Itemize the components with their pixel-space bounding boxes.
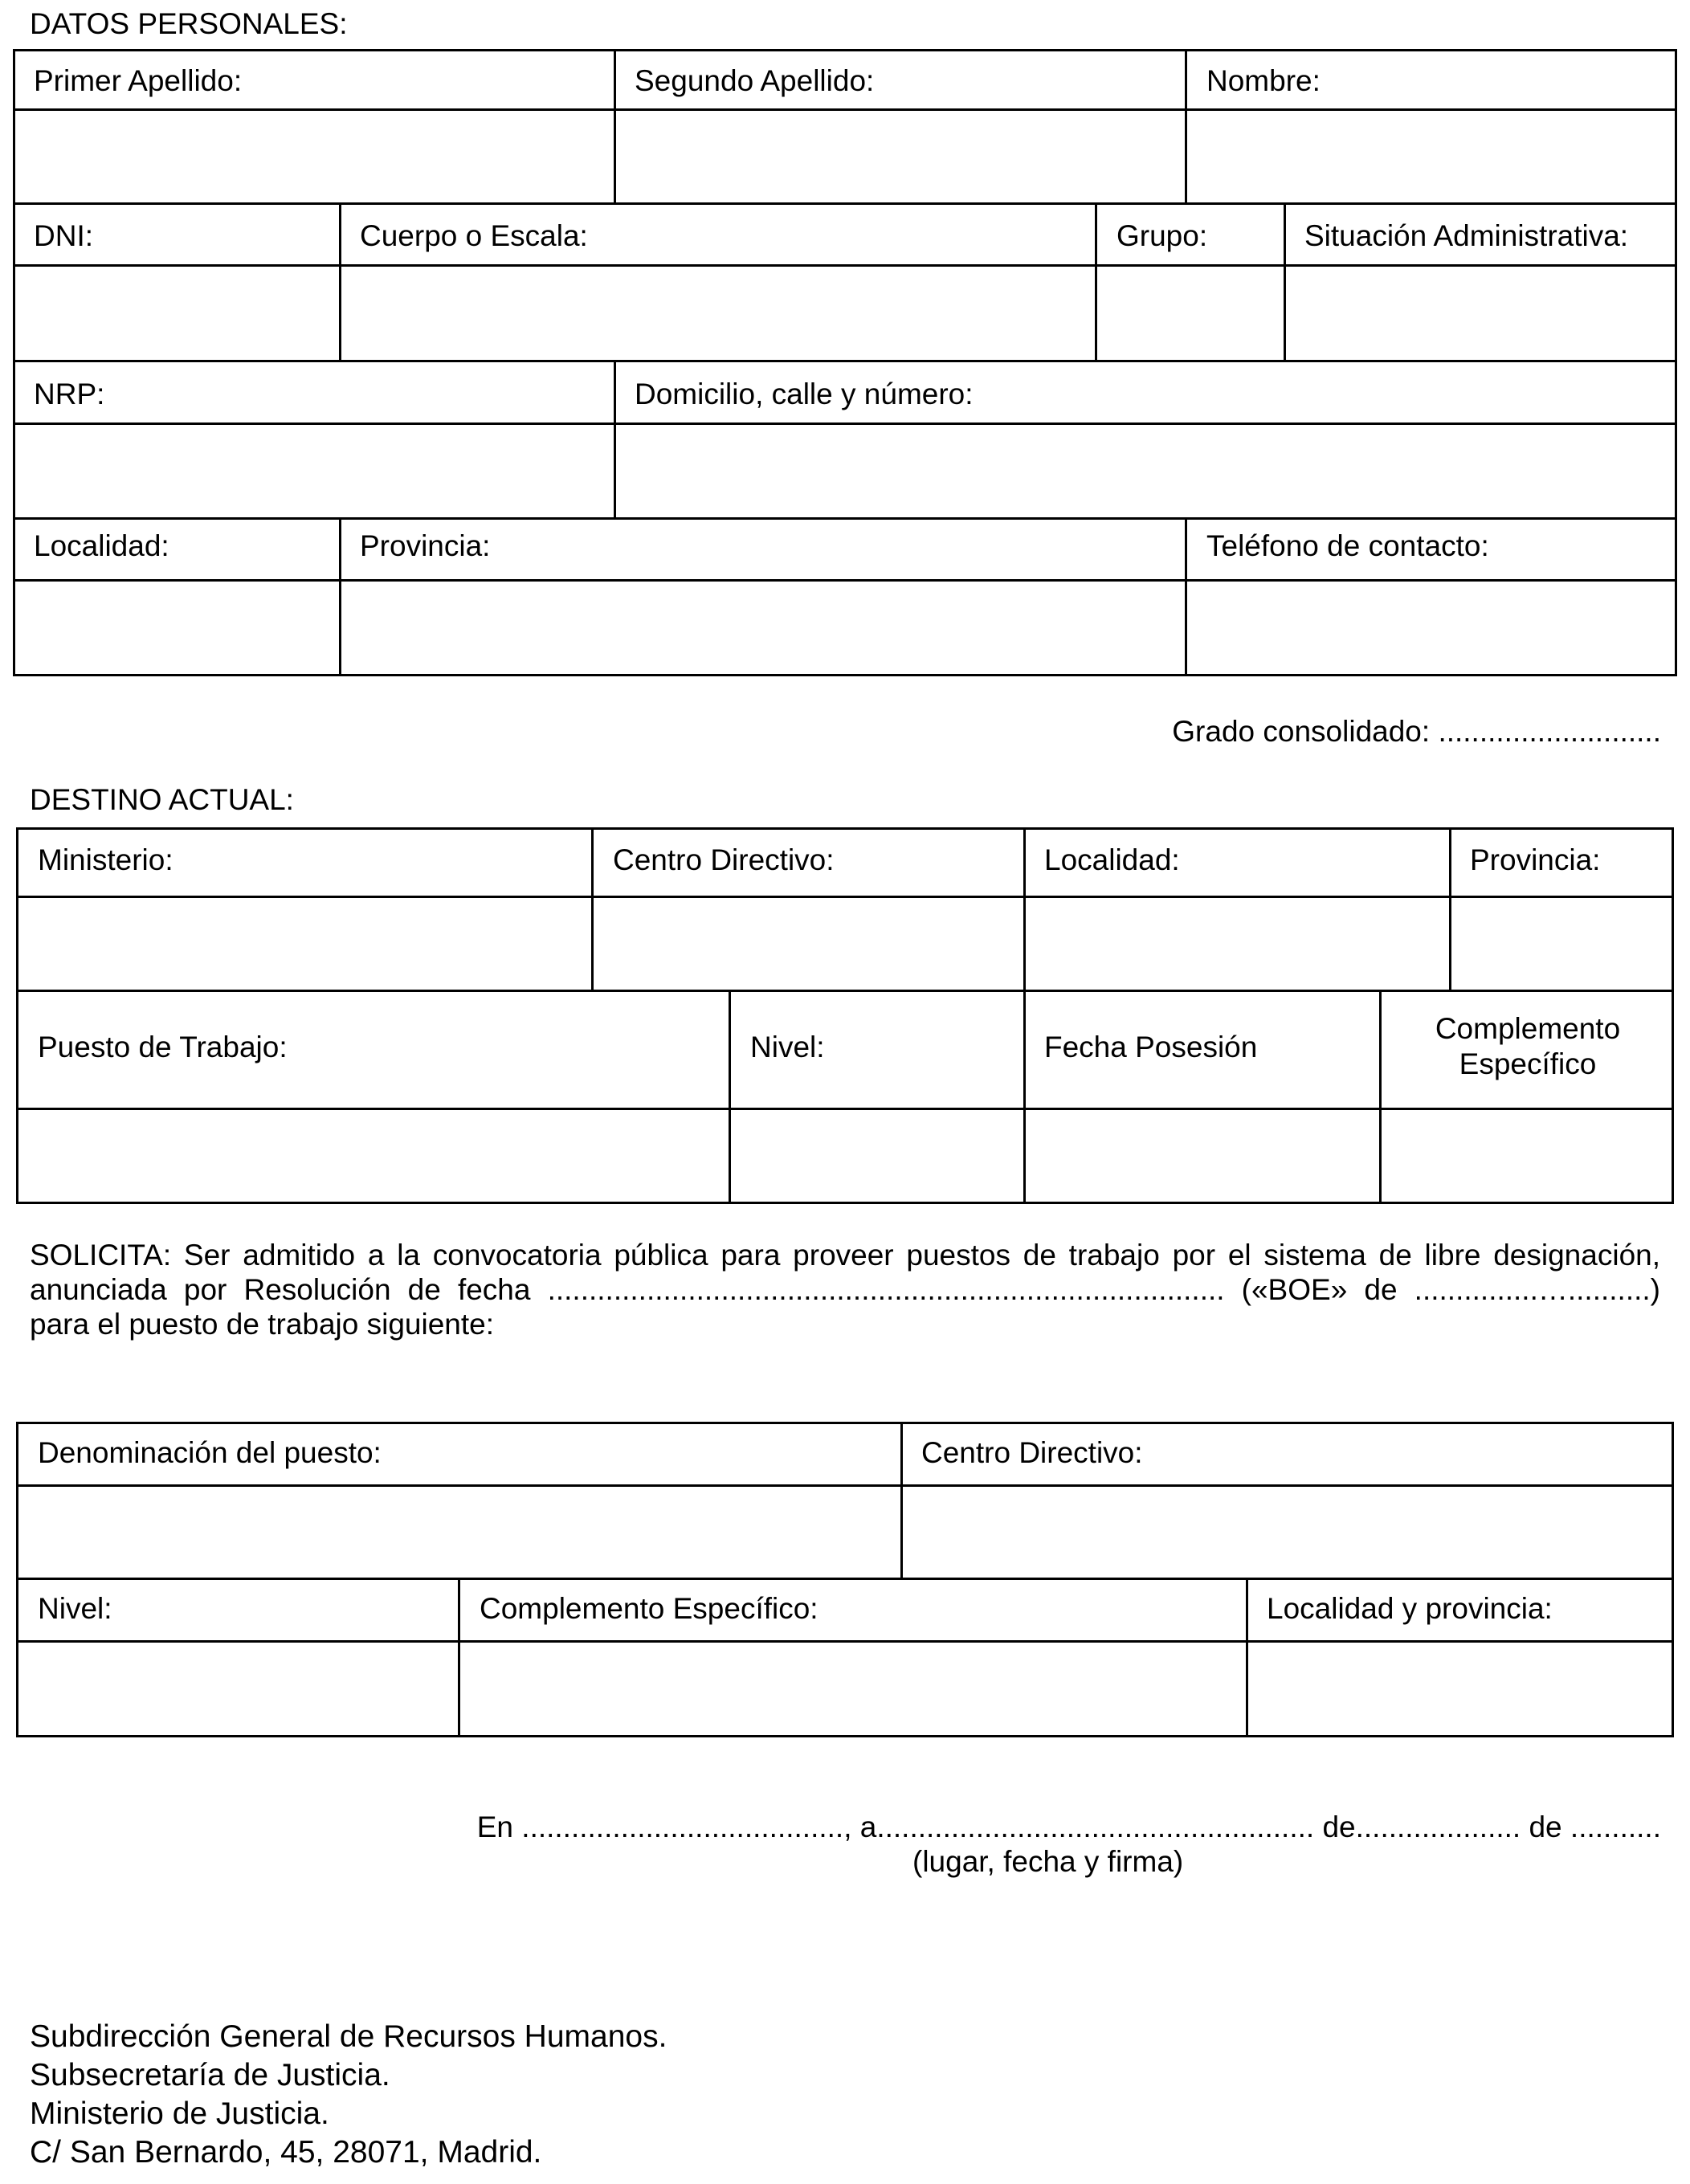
localidad-provincia-field[interactable] (1248, 1643, 1672, 1735)
provincia-field[interactable] (1451, 898, 1672, 990)
nivel-field[interactable] (731, 1110, 1023, 1202)
segundo-apellido-field[interactable] (616, 111, 1185, 202)
label-domicilio: Domicilio, calle y número: (635, 378, 974, 410)
centro-directivo-field[interactable] (594, 898, 1023, 990)
solicita-paragraph (30, 1238, 1660, 1341)
complemento-especifico-field[interactable] (1382, 1110, 1672, 1202)
section-heading-datos-personales: DATOS PERSONALES: (30, 7, 348, 40)
label-complemento-especifico-l2: Específico (1459, 1047, 1597, 1080)
complemento-especifico-field[interactable] (460, 1643, 1246, 1735)
label-centro-directivo: Centro Directivo: (613, 843, 835, 876)
label-grupo: Grupo: (1116, 219, 1208, 252)
localidad-field[interactable] (15, 582, 339, 674)
cuerpo-escala-field[interactable] (341, 267, 1095, 360)
label-telefono: Teléfono de contacto: (1206, 529, 1489, 562)
ministerio-field[interactable] (18, 898, 591, 990)
label-cuerpo-escala: Cuerpo o Escala: (360, 219, 588, 252)
divider (16, 1578, 1674, 1580)
localidad-field[interactable] (1026, 898, 1449, 990)
nivel-field[interactable] (18, 1643, 458, 1735)
label-puesto-trabajo: Puesto de Trabajo: (38, 1031, 288, 1063)
label-provincia: Provincia: (1470, 843, 1601, 876)
denominacion-puesto-field[interactable] (18, 1487, 900, 1578)
situacion-administrativa-field[interactable] (1286, 267, 1675, 360)
label-ministerio: Ministerio: (38, 843, 173, 876)
label-localidad-provincia: Localidad y provincia: (1267, 1592, 1553, 1625)
solicita-line: para el puesto de trabajo siguiente: (30, 1308, 495, 1341)
grupo-field[interactable] (1097, 267, 1284, 360)
label-segundo-apellido: Segundo Apellido: (635, 64, 875, 97)
primer-apellido-field[interactable] (15, 111, 614, 202)
puesto-trabajo-field[interactable] (18, 1110, 729, 1202)
label-nombre: Nombre: (1206, 64, 1321, 97)
firma-caption: (lugar, fecha y firma) (912, 1845, 1184, 1878)
nrp-field[interactable] (15, 425, 614, 517)
divider (13, 202, 1677, 205)
destinatario-line: Ministerio de Justicia. (30, 2096, 329, 2131)
divider (16, 990, 1674, 992)
label-primer-apellido: Primer Apellido: (34, 64, 243, 97)
nombre-field[interactable] (1187, 111, 1675, 202)
dni-field[interactable] (15, 267, 339, 360)
grado-consolidado[interactable]: Grado consolidado: ........................... (1172, 715, 1661, 748)
label-complemento-especifico-l1: Complemento (1435, 1012, 1621, 1045)
label-nrp: NRP: (34, 378, 105, 410)
label-nivel: Nivel: (38, 1592, 112, 1625)
label-provincia: Provincia: (360, 529, 491, 562)
label-localidad: Localidad: (1044, 843, 1180, 876)
label-complemento-especifico: Complemento Específico: (480, 1592, 818, 1625)
solicita-line: SOLICITA: Ser admitido a la convocatoria pública para proveer puestos de trabajo por el sistema de libre designación, (30, 1239, 1660, 1272)
solicita-line: anunciada por Resolución de fecha .................................................................................. («BOE» de ...............…..........) (30, 1273, 1660, 1306)
domicilio-field[interactable] (616, 425, 1675, 517)
label-dni: DNI: (34, 219, 93, 252)
centro-directivo-field[interactable] (903, 1487, 1672, 1578)
label-localidad: Localidad: (34, 529, 169, 562)
destinatario-line: C/ San Bernardo, 45, 28071, Madrid. (30, 2135, 542, 2170)
label-nivel: Nivel: (750, 1031, 825, 1063)
firma-line[interactable]: En ......................................., a..................................................... de.................... de ........... (476, 1810, 1661, 1843)
label-situacion-administrativa: Situación Administrativa: (1304, 219, 1629, 252)
label-denominacion-puesto: Denominación del puesto: (38, 1436, 382, 1469)
label-centro-directivo: Centro Directivo: (921, 1436, 1143, 1469)
destinatario-line: Subsecretaría de Justicia. (30, 2058, 390, 2092)
section-heading-destino-actual: DESTINO ACTUAL: (30, 783, 294, 816)
telefono-field[interactable] (1187, 582, 1675, 674)
provincia-field[interactable] (341, 582, 1185, 674)
fecha-posesion-field[interactable] (1026, 1110, 1379, 1202)
divider (13, 360, 1677, 362)
label-fecha-posesion: Fecha Posesión (1044, 1031, 1258, 1063)
divider (13, 517, 1677, 520)
destinatario-line: Subdirección General de Recursos Humanos. (30, 2019, 667, 2054)
